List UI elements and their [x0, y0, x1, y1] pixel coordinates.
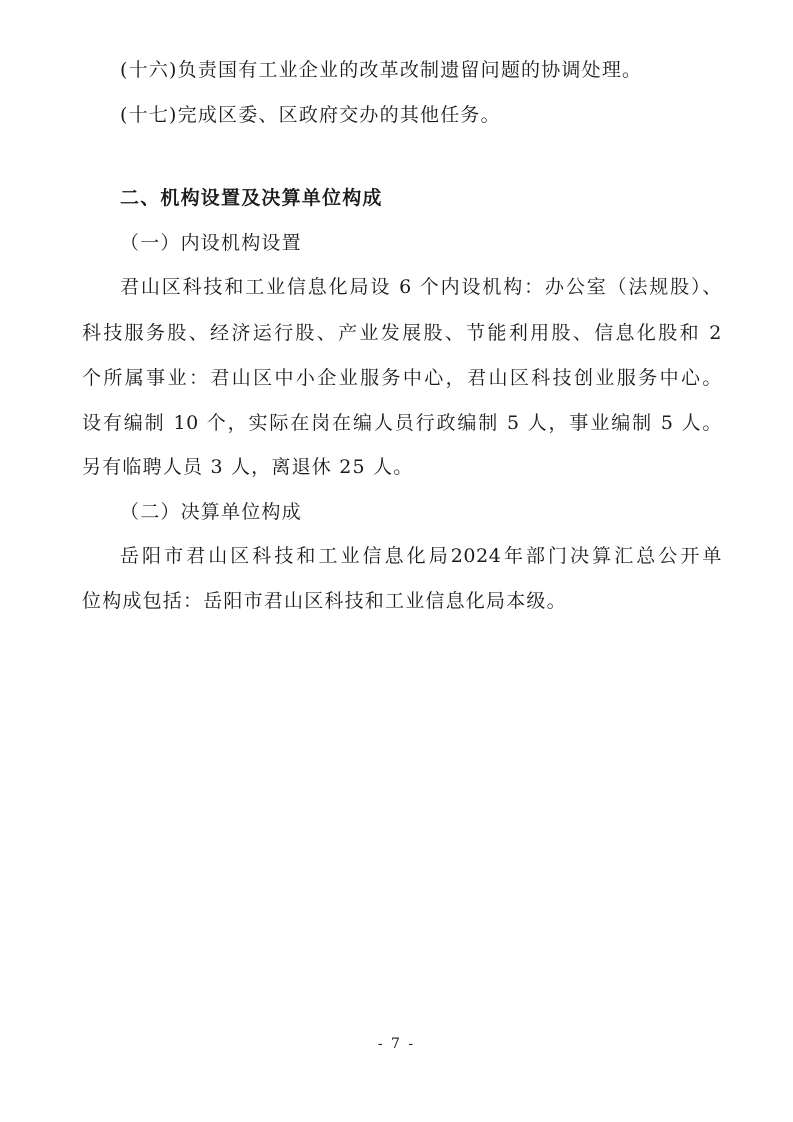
sub1-body-line-2: 科技服务股、经济运行股、产业发展股、节能利用股、信息化股和 2	[82, 322, 722, 344]
sub1-body-line-5: 另有临聘人员 3 人，离退休 25 人。	[82, 456, 414, 478]
sub2-body-line-2: 位构成包括：岳阳市君山区科技和工业信息化局本级。	[82, 590, 567, 612]
sub1-body-line-3: 个所属事业：君山区中小企业服务中心，君山区科技创业服务中心。	[82, 367, 722, 389]
sub2-body-line-1: 岳阳市君山区科技和工业信息化局2024年部门决算汇总公开单	[120, 545, 722, 567]
page-number: - 7 -	[377, 1036, 416, 1052]
subsection-1-heading: （一）内设机构设置	[120, 232, 302, 254]
item-16-text: (十六)负责国有工业企业的改革改制遗留问题的协调处理。	[120, 59, 643, 81]
item-17-text: (十七)完成区委、区政府交办的其他任务。	[120, 104, 501, 126]
sub1-body-line-1: 君山区科技和工业信息化局设 6 个内设机构：办公室（法规股）、	[120, 276, 722, 298]
section-2-heading: 二、机构设置及决算单位构成	[120, 187, 383, 209]
sub1-body-line-4: 设有编制 10 个，实际在岗在编人员行政编制 5 人，事业编制 5 人。	[82, 412, 722, 434]
subsection-2-heading: （二）决算单位构成	[120, 501, 302, 523]
